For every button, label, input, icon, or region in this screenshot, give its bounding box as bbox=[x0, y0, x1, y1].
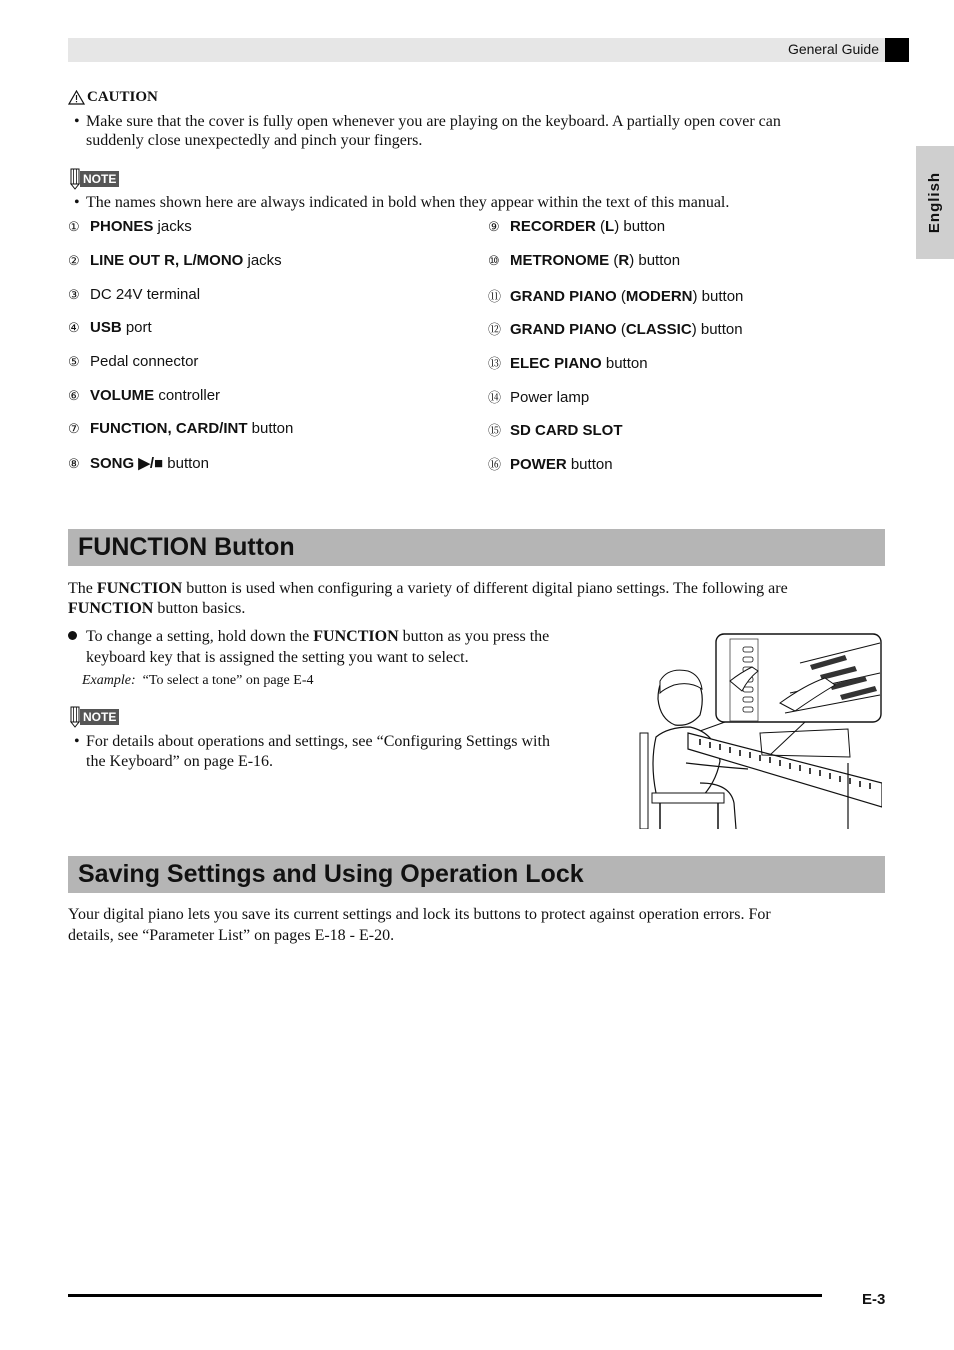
header-bar bbox=[68, 38, 885, 62]
language-tab bbox=[916, 146, 954, 259]
bullet-dot bbox=[68, 631, 77, 640]
caution-heading bbox=[68, 89, 158, 106]
piano-player-illustration bbox=[630, 633, 882, 829]
header-title: General Guide bbox=[787, 41, 879, 57]
footer-rule bbox=[68, 1294, 822, 1297]
saving-text-line1: Your digital piano lets you save its current settings and lock its buttons to protect against operation errors. For bbox=[68, 906, 771, 923]
function-intro-line2: FUNCTION button basics. bbox=[68, 600, 246, 617]
note-text-line2: the Keyboard” on page E-16. bbox=[86, 753, 274, 770]
section-title: Saving Settings and Using Operation Lock bbox=[78, 860, 584, 888]
part-item: ⑤ Pedal connector bbox=[68, 353, 199, 370]
function-bullet-line1: To change a setting, hold down the FUNCTION button as you press the bbox=[86, 628, 550, 645]
part-item: ④ USB port bbox=[68, 319, 152, 336]
part-item: ⑭ Power lamp bbox=[488, 389, 590, 406]
caution-text: Make sure that the cover is fully open whenever you are playing on the keyboard. A partially open cover can bbox=[86, 113, 781, 130]
note-heading bbox=[68, 168, 119, 190]
section-title: FUNCTION Button bbox=[78, 533, 295, 561]
note-badge: NOTE bbox=[80, 171, 119, 187]
part-item: ⑥ VOLUME controller bbox=[68, 387, 221, 404]
caution-text-cont: suddenly close unexpectedly and pinch your fingers. bbox=[86, 132, 423, 149]
note-badge: NOTE bbox=[80, 709, 119, 725]
part-item: ⑪ GRAND PIANO (MODERN) button bbox=[488, 288, 744, 305]
header-black-block bbox=[885, 38, 909, 62]
saving-text-line2: details, see “Parameter List” on pages E-18 - E-20. bbox=[68, 927, 395, 944]
part-item: ③ DC 24V terminal bbox=[68, 286, 201, 303]
part-item: ② LINE OUT R, L/MONO jacks bbox=[68, 252, 282, 269]
part-item: ⑩ METRONOME (R) button bbox=[488, 252, 681, 269]
note-heading-2 bbox=[68, 706, 119, 728]
note-text-line1: For details about operations and settings, see “Configuring Settings with bbox=[86, 733, 550, 750]
section-header-function bbox=[68, 529, 885, 566]
page-number: E-3 bbox=[862, 1291, 886, 1308]
function-intro-line1: The FUNCTION button is used when configuring a variety of different digital piano settings. The following are bbox=[68, 580, 788, 597]
example-line: Example: “To select a tone” on page E-4 bbox=[82, 673, 314, 688]
part-item: ⑨ RECORDER (L) button bbox=[488, 218, 666, 235]
part-item: ⑦ FUNCTION, CARD/INT button bbox=[68, 420, 294, 437]
part-item: ⑯ POWER button bbox=[488, 456, 613, 473]
note-bullet: • bbox=[74, 194, 80, 211]
part-item: ⑬ ELEC PIANO button bbox=[488, 355, 648, 372]
caution-label: CAUTION bbox=[87, 89, 158, 105]
note-text: The names shown here are always indicated in bold when they appear within the text of this manual. bbox=[86, 194, 730, 211]
section-header-saving bbox=[68, 856, 885, 893]
warning-triangle-icon bbox=[68, 90, 85, 105]
language-tab-label: English bbox=[926, 171, 944, 234]
caution-bullet: • bbox=[74, 113, 80, 130]
part-item: ⑫ GRAND PIANO (CLASSIC) button bbox=[488, 321, 743, 338]
part-item: ① PHONES jacks bbox=[68, 218, 192, 235]
part-item: ⑮ SD CARD SLOT bbox=[488, 422, 623, 439]
note-bullet: • bbox=[74, 733, 80, 750]
part-item: ⑧ SONG ▶/■ button bbox=[68, 455, 209, 472]
function-bullet-line2: keyboard key that is assigned the setting you want to select. bbox=[86, 649, 469, 666]
